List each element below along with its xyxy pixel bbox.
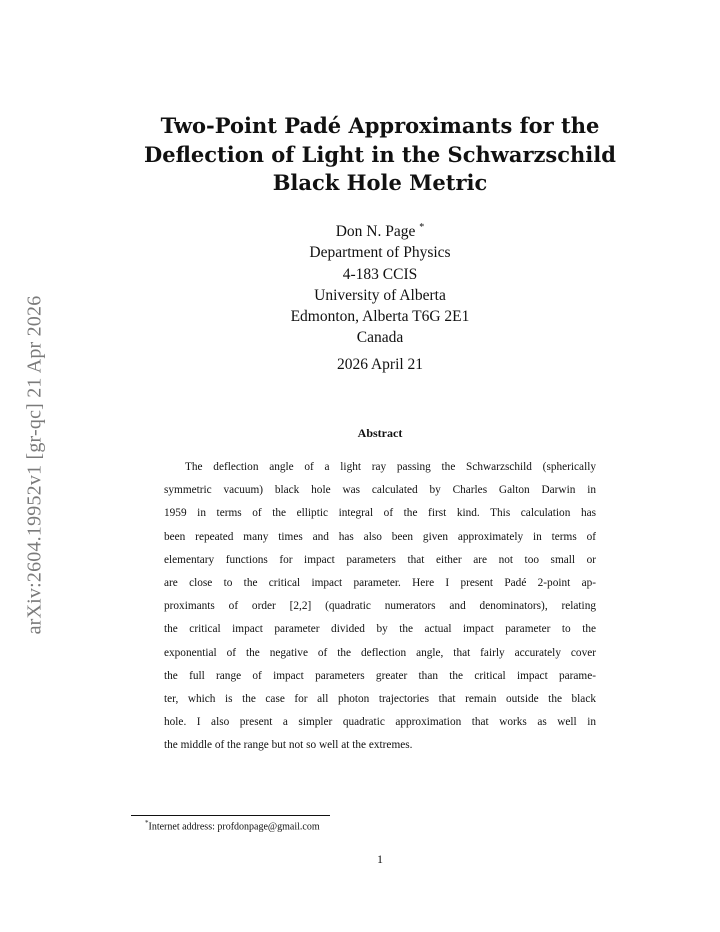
abstract-line: the middle of the range but not so well at the extremes. xyxy=(164,739,413,752)
affiliation-line: 4-183 CCIS xyxy=(342,265,418,283)
abstract-line: ter, which is the case for all photon trajectories that remain outside the black xyxy=(164,692,596,705)
arxiv-identifier-stamp: arXiv:2604.19952v1 [gr-qc] 21 Apr 2026 xyxy=(23,295,46,635)
author-footnote-mark: * xyxy=(419,222,425,233)
abstract-line: been repeated many times and has also been given approximately in terms of xyxy=(164,530,596,543)
abstract-body xyxy=(164,456,596,757)
affiliation-line: University of Alberta xyxy=(314,286,446,304)
footnote xyxy=(145,819,320,832)
footnote-divider xyxy=(131,815,330,816)
title-line: Two-Point Padé Approximants for the xyxy=(160,113,600,138)
abstract-line: exponential of the negative of the deflection angle, that fairly accurately cover xyxy=(164,646,596,659)
author-name-line xyxy=(180,217,580,242)
page-number: 1 xyxy=(377,852,383,866)
abstract-line: proximants of order [2,2] (quadratic numerators and denominators), relating xyxy=(164,600,596,613)
abstract-line: The deflection angle of a light ray passing the Schwarzschild (spherically xyxy=(185,461,596,473)
abstract-line: symmetric vacuum) black hole was calculated by Charles Galton Darwin in xyxy=(164,484,596,497)
author-name: Don N. Page xyxy=(335,223,416,241)
abstract-line: elementary functions for impact parameters that either are not too small or xyxy=(164,553,596,566)
abstract-line: the full range of impact parameters greater than the critical impact parame- xyxy=(164,669,596,682)
affiliation-line: Canada xyxy=(356,329,404,347)
abstract-line: 1959 in terms of the elliptic integral of the first kind. This calculation has xyxy=(164,507,596,520)
affiliation-line: Department of Physics xyxy=(309,244,451,262)
title-line: Black Hole Metric xyxy=(272,170,488,195)
paper-title xyxy=(110,112,650,198)
title-line: Deflection of Light in the Schwarzschild xyxy=(144,141,616,167)
abstract-line: are close to the critical impact parameter. Here I present Padé 2-point ap- xyxy=(164,576,596,589)
affiliation-line: Edmonton, Alberta T6G 2E1 xyxy=(290,307,470,325)
paper-date: 2026 April 21 xyxy=(336,356,424,373)
abstract-heading: Abstract xyxy=(357,426,403,440)
footnote-text: Internet address: profdonpage@gmail.com xyxy=(148,821,320,833)
author-block xyxy=(180,217,580,348)
abstract-line: the critical impact parameter divided by the actual impact parameter to the xyxy=(164,623,596,636)
footnote-mark: * xyxy=(145,819,149,827)
abstract-line: hole. I also present a simpler quadratic approximation that works as well in xyxy=(164,716,596,729)
